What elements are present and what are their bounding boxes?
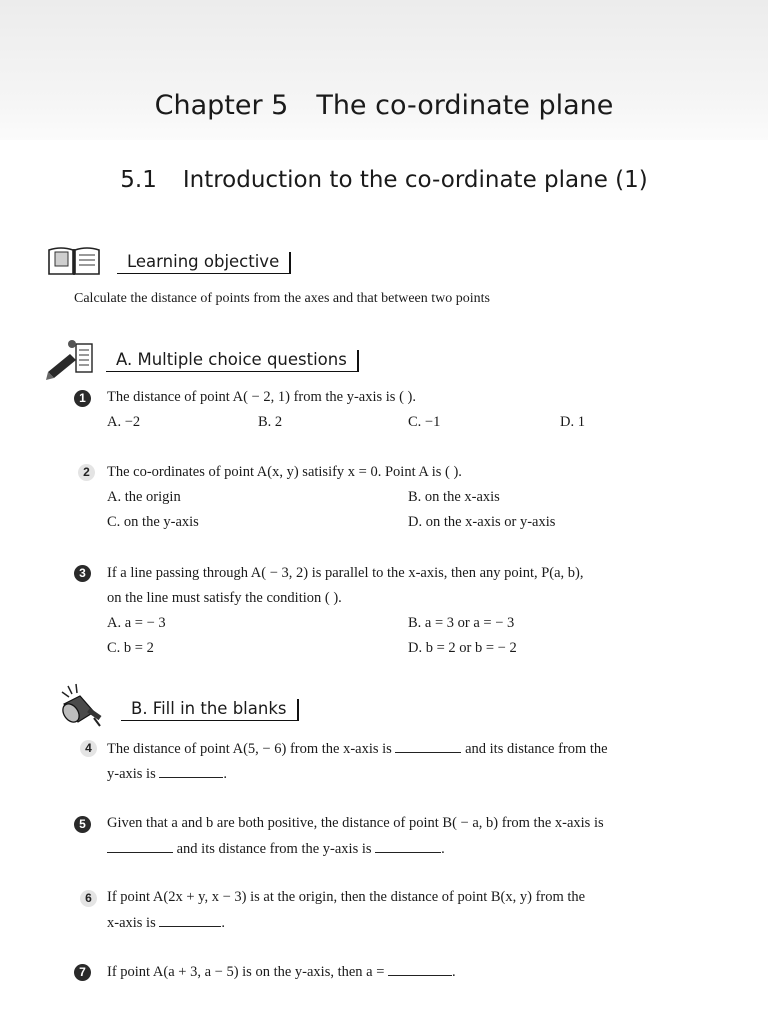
q3-option-c: C. b = 2: [107, 640, 154, 656]
section-title: [0, 167, 768, 193]
q4-line1: [107, 740, 608, 758]
q3-text-line2: on the line must satisfy the condition ( ).: [107, 590, 342, 606]
question-number-4: 4: [80, 740, 97, 757]
chapter-number: Chapter 5: [154, 90, 289, 121]
q1-option-b: B. 2: [258, 414, 283, 430]
q2-option-c: C. on the y-axis: [107, 514, 199, 530]
learning-objective-heading: Learning objective: [117, 252, 291, 274]
question-number-7: 7: [74, 964, 91, 981]
q5-blank-2[interactable]: [375, 840, 441, 853]
question-number-1: 1: [74, 390, 91, 407]
q4-blank-2[interactable]: [159, 765, 223, 778]
q6-blank[interactable]: [159, 914, 221, 927]
q6-line2: [107, 914, 225, 932]
question-number-5: 5: [74, 816, 91, 833]
q2-option-a: A. the origin: [107, 489, 181, 505]
section-number: 5.1: [120, 167, 157, 193]
q1-option-c: C. −1: [408, 414, 441, 430]
q4-text-a: The distance of point A(5, − 6) from the x-axis is: [107, 741, 392, 757]
q7-blank[interactable]: [388, 963, 452, 976]
q3-option-b: B. a = 3 or a = − 3: [408, 615, 515, 631]
q6-text-b: x-axis is: [107, 915, 156, 931]
q5-line2: [107, 840, 445, 858]
pencil-notepad-icon: [44, 336, 100, 380]
q5-text-c: .: [441, 841, 445, 857]
q6-text-c: .: [221, 915, 225, 931]
question-number-2: 2: [78, 464, 95, 481]
question-number-6: 6: [80, 890, 97, 907]
q4-text-c: y-axis is: [107, 766, 156, 782]
q3-option-a: A. a = − 3: [107, 615, 166, 631]
part-a-heading: A. Multiple choice questions: [106, 350, 359, 372]
section-name: Introduction to the co-ordinate plane (1): [182, 167, 648, 193]
chapter-title: [0, 90, 768, 121]
q4-line2: [107, 765, 227, 783]
question-number-3: 3: [74, 565, 91, 582]
q1-option-d: D. 1: [560, 414, 585, 430]
learning-objective-text: Calculate the distance of points from the axes and that between two points: [74, 291, 490, 306]
q4-blank-1[interactable]: [395, 740, 461, 753]
q4-text-d: .: [223, 766, 227, 782]
q4-text-b: and its distance from the: [465, 741, 608, 757]
q2-option-d: D. on the x-axis or y-axis: [408, 514, 556, 530]
q5-text-b: and its distance from the y-axis is: [176, 841, 372, 857]
part-b-heading: B. Fill in the blanks: [121, 699, 299, 721]
q2-option-b: B. on the x-axis: [408, 489, 500, 505]
q3-option-d: D. b = 2 or b = − 2: [408, 640, 517, 656]
q1-option-a: A. −2: [107, 414, 141, 430]
q5-blank-1[interactable]: [107, 840, 173, 853]
q7-text-b: .: [452, 964, 456, 980]
q5-line1: Given that a and b are both positive, the distance of point B( − a, b) from the x-axis is: [107, 815, 604, 831]
q2-text: The co-ordinates of point A(x, y) satisify x = 0. Point A is ( ).: [107, 464, 462, 480]
q6-line1: If point A(2x + y, x − 3) is at the origin, then the distance of point B(x, y) from the: [107, 889, 586, 905]
trumpet-icon: [60, 682, 110, 728]
q3-text-line1: If a line passing through A( − 3, 2) is parallel to the x-axis, then any point, P(a, b),: [107, 565, 584, 581]
q7-text-a: If point A(a + 3, a − 5) is on the y-axis, then a =: [107, 964, 385, 980]
open-book-icon: [46, 242, 102, 278]
q1-text: The distance of point A( − 2, 1) from the y-axis is ( ).: [107, 389, 416, 405]
chapter-name: The co-ordinate plane: [316, 90, 614, 121]
q7-line1: [107, 963, 456, 981]
